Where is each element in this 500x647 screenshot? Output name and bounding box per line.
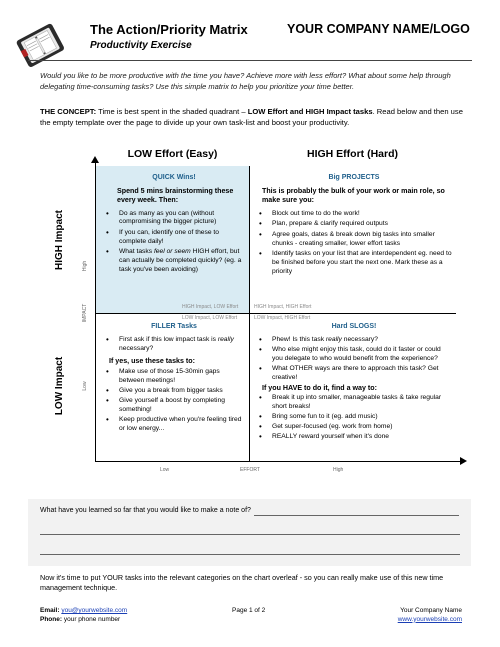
big-projects-list: [256, 210, 452, 277]
phone-number: your phone number: [63, 615, 121, 623]
quadrant-quick-wins: [103, 174, 245, 277]
x-axis-arrow: [460, 457, 467, 465]
slogs-subheading: If you HAVE to do it, find a way to:: [262, 384, 377, 393]
list-item: • REALLY reward yourself when it's done: [256, 433, 452, 442]
list-item: • Give you a break from bigger tasks: [103, 387, 245, 396]
phone-label: Phone:: [40, 615, 63, 623]
footer-company-name: Your Company Name: [400, 607, 462, 614]
list-item: • Identify tasks on your list that are interdependent eg. need to be finished before you start the next one. Mark these as a priority: [256, 250, 452, 276]
notes-question: What have you learned so far that you would like to make a note of?: [40, 507, 251, 514]
filler-list-b: [103, 368, 245, 433]
y-axis-title: IMPACT: [82, 303, 88, 323]
x-axis-line: [95, 461, 462, 462]
list-item: • Agree goals, dates & break down big tasks into smaller chunks - creating smaller, lower effort tasks: [256, 231, 452, 248]
column-header-low-effort: LOW Effort (Easy): [127, 148, 218, 160]
website-link[interactable]: www.yourwebsite.com: [397, 615, 462, 623]
column-header-high-effort: HIGH Effort (Hard): [307, 148, 398, 160]
y-axis-arrow: [91, 156, 99, 163]
list-item: • Bring some fun to it (eg. add music): [256, 413, 452, 422]
document-title: The Action/Priority Matrix: [90, 22, 248, 37]
list-item: • Make use of those 15-30min gaps between meetings!: [103, 368, 245, 385]
email-label: Email:: [40, 607, 60, 614]
quadrant-divider-horizontal: [96, 313, 456, 314]
quick-wins-intro: Spend 5 mins brainstorming these every week. Then:: [117, 187, 234, 205]
concept-paragraph: [40, 107, 472, 128]
big-projects-intro: This is probably the bulk of your work or main role, so make sure you:: [262, 187, 445, 205]
company-logo-placeholder: YOUR COMPANY NAME/LOGO: [287, 22, 470, 36]
document-subtitle: Productivity Exercise: [90, 40, 192, 51]
intro-paragraph: [40, 71, 470, 92]
quick-wins-title: QUICK Wins!: [152, 174, 196, 181]
quadrant-filler-tasks: [103, 323, 245, 435]
list-item: • First ask if this low impact task is really necessary?: [103, 336, 245, 353]
y-axis-line: [95, 158, 96, 462]
quick-wins-tag: HIGH Impact, LOW Effort: [182, 304, 239, 310]
concept-highlight: LOW Effort and HIGH Impact tasks: [247, 107, 373, 116]
row-header-high-impact: HIGH Impact: [54, 210, 65, 271]
list-item: • If you can, identify one of these to complete daily!: [103, 229, 245, 246]
list-item: [103, 248, 245, 274]
list-item: • Give yourself a boost by completing something!: [103, 397, 245, 414]
filler-subheading: If yes, use these tasks to:: [109, 357, 195, 366]
list-item: • Keep productive when you're feeling tired or low energy...: [103, 416, 245, 433]
slogs-list-a: [256, 336, 452, 382]
y-axis-high-label: High: [82, 260, 88, 272]
footer-contact: [40, 607, 127, 624]
concept-label: THE CONCEPT:: [40, 107, 97, 116]
slogs-title: Hard SLOGS!: [331, 323, 377, 330]
x-axis-low-label: Low: [160, 467, 170, 473]
list-item: • What OTHER ways are there to approach this task? Get creative!: [256, 365, 452, 382]
notes-answer-line[interactable]: [40, 534, 460, 535]
big-projects-title: Big PROJECTS: [328, 174, 380, 181]
list-item-text: What tasks feel or seem HIGH effort, but can actually be completed quickly? (eg. a task you've been avoiding): [119, 248, 242, 273]
organizer-logo-icon: [10, 16, 68, 74]
slogs-tag: LOW Impact, HIGH Effort: [254, 315, 311, 321]
page-number: Page 1 of 2: [232, 607, 266, 614]
filler-tag: LOW Impact, LOW Effort: [182, 315, 238, 321]
slogs-list-b: [256, 394, 452, 442]
list-item: • Phew! Is this task really necessary?: [256, 336, 452, 345]
quadrant-divider-vertical: [249, 166, 250, 462]
concept-text-b: . Read below and then use the empty template over the page to divide up your own task-list and boost your productivity.: [40, 107, 463, 127]
list-item: • Block out time to do the work!: [256, 210, 452, 219]
list-item: • Break it up into smaller, manageable tasks & take regular short breaks!: [256, 394, 452, 411]
quadrant-hard-slogs: [256, 323, 452, 443]
list-item: • Who else might enjoy this task, could do it faster or could you delegate to who would benefit from the experience?: [256, 346, 452, 363]
concept-text-a: Time is best spent in the shaded quadrant –: [96, 107, 248, 116]
email-link[interactable]: you@yourwebsite.com: [61, 607, 128, 614]
quick-wins-list: [103, 210, 245, 275]
row-header-low-impact: LOW Impact: [54, 356, 65, 416]
footer-company: [366, 607, 462, 624]
notes-answer-line[interactable]: [254, 515, 459, 516]
filler-list-a: [103, 336, 245, 353]
x-axis-high-label: High: [333, 467, 344, 473]
y-axis-low-label: Low: [82, 381, 88, 391]
list-item: • Get super-focused (eg. work from home): [256, 423, 452, 432]
closing-paragraph: [40, 573, 470, 593]
list-item: • Do as many as you can (without compromising the bigger picture): [103, 210, 245, 227]
header-divider: [28, 60, 472, 61]
filler-title: FILLER Tasks: [151, 323, 197, 330]
quadrant-big-projects: [256, 174, 452, 279]
closing-text: Now it's time to put YOUR tasks into the relevant categories on the chart overleaf - so you can really make use of this new time management technique.: [40, 573, 444, 592]
big-projects-tag: HIGH Impact, HIGH Effort: [254, 304, 312, 310]
notes-answer-line[interactable]: [40, 554, 460, 555]
list-item: • Plan, prepare & clarify required outputs: [256, 220, 452, 229]
intro-text: Would you like to be more productive with the time you have? Achieve more with less effort? What about some help through delegating time-consuming tasks? Use this simple matrix to help you prioritize your time better.: [40, 71, 451, 91]
x-axis-title: EFFORT: [240, 467, 260, 473]
